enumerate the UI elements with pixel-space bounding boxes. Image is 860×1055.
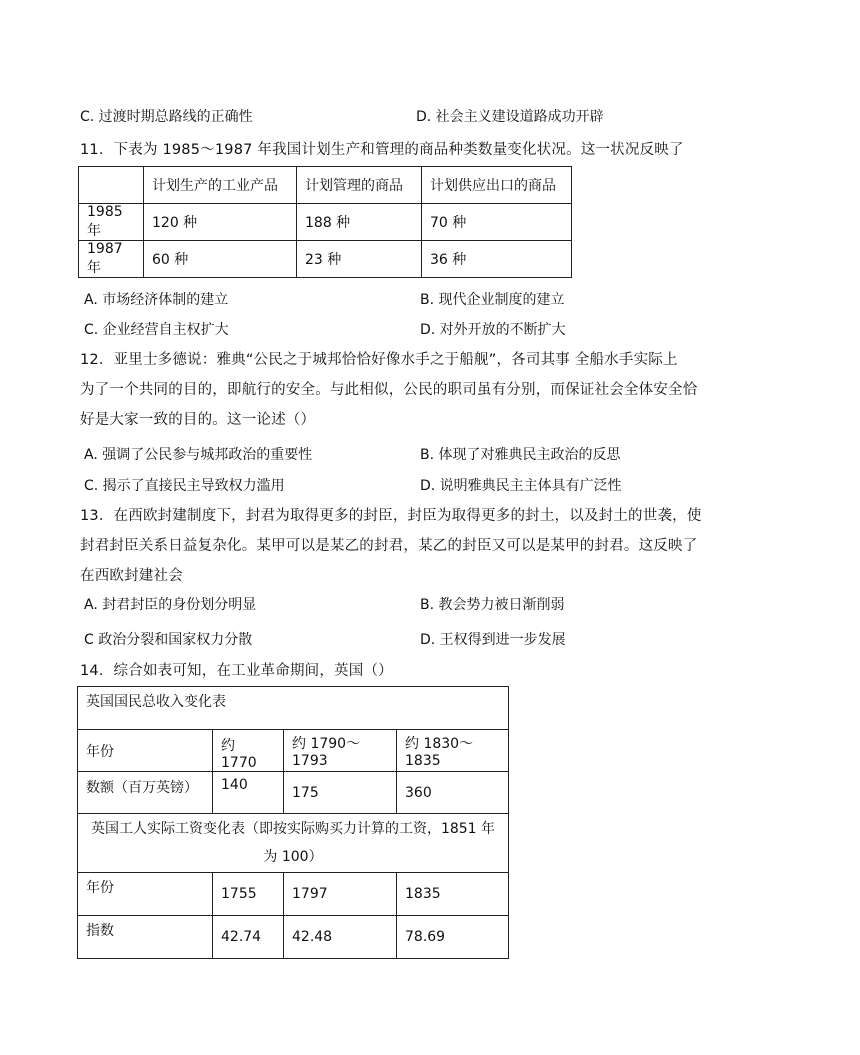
- q12-option-a: A. 强调了公民参与城邦政治的重要性: [84, 447, 313, 463]
- q13-line-1: 13．在西欧封建制度下，封君为取得更多的封臣，封臣为取得更多的封土，以及封土的世袭，使: [80, 508, 702, 524]
- table-row: [79, 167, 572, 204]
- table-cell: 约 1830～1835: [397, 730, 509, 772]
- table-cell: 42.48: [284, 916, 397, 959]
- table-row: [78, 687, 509, 730]
- table-cell: 175: [284, 772, 397, 814]
- q11-option-d: D. 对外开放的不断扩大: [420, 322, 566, 338]
- table-row: [78, 916, 509, 959]
- q13-option-a: A. 封君封臣的身份划分明显: [84, 597, 257, 613]
- q11-option-c: C. 企业经营自主权扩大: [84, 322, 229, 338]
- q11-option-b: B. 现代企业制度的建立: [420, 292, 565, 308]
- table-cell: 360: [397, 772, 509, 814]
- table-cell: 1755: [213, 873, 284, 916]
- q10-option-c: C. 过渡时期总路线的正确性: [80, 109, 253, 125]
- table-cell: 70 种: [422, 204, 572, 241]
- table2-title-line-2: 为 100）: [263, 849, 323, 865]
- table-cell: 42.74: [213, 916, 284, 959]
- table-cell: 约 1790～1793: [284, 730, 397, 772]
- table-row: [79, 204, 572, 241]
- q14-table: [77, 686, 509, 959]
- q13-option-d: D. 王权得到进一步发展: [420, 632, 566, 648]
- table-cell: 1835: [397, 873, 509, 916]
- q12-option-d: D. 说明雅典民主主体具有广泛性: [420, 478, 622, 494]
- table-cell: 140: [213, 772, 284, 814]
- table-cell: 指数: [78, 916, 213, 959]
- table-cell: 60 种: [144, 241, 297, 278]
- q10-option-d: D. 社会主义建设道路成功开辟: [416, 109, 604, 125]
- table-row: [78, 772, 509, 814]
- table-cell: 约 1770: [213, 730, 284, 772]
- table-cell: 数额（百万英镑）: [78, 772, 213, 814]
- table-row: [78, 873, 509, 916]
- table2-title-line-1: 英国工人实际工资变化表（即按实际购买力计算的工资，1851 年: [90, 821, 496, 837]
- q12-line-2: 为了一个共同的目的，即航行的安全。与此相似，公民的职司虽有分别，而保证社会全体安全恰: [80, 382, 698, 398]
- table-cell: 年份: [78, 873, 213, 916]
- table-cell: 1797: [284, 873, 397, 916]
- q12-line-3: 好是大家一致的目的。这一论述（）: [80, 412, 316, 428]
- q12-option-b: B. 体现了对雅典民主政治的反思: [420, 447, 621, 463]
- q14-stem: 14．综合如表可知，在工业革命期间，英国（）: [80, 663, 393, 679]
- table2-title: [78, 814, 509, 873]
- table-cell: 计划管理的商品: [297, 167, 422, 204]
- table-cell: 120 种: [144, 204, 297, 241]
- q13-option-b: B. 教会势力被日渐削弱: [420, 597, 565, 613]
- table-cell: 23 种: [297, 241, 422, 278]
- table-cell: 计划生产的工业产品: [144, 167, 297, 204]
- table-cell: 1985 年: [79, 204, 144, 241]
- table-row: [78, 730, 509, 772]
- table-cell: [79, 167, 144, 204]
- table-cell: 78.69: [397, 916, 509, 959]
- q13-line-2: 封君封臣关系日益复杂化。某甲可以是某乙的封君，某乙的封臣又可以是某甲的封君。这反映了: [80, 538, 698, 554]
- q12-option-c: C. 揭示了直接民主导致权力滥用: [84, 478, 285, 494]
- q11-table: [78, 166, 572, 278]
- q11-stem: 11．下表为 1985～1987 年我国计划生产和管理的商品种类数量变化状况。这一状况反映了: [80, 142, 684, 158]
- table1-title: 英国国民总收入变化表: [78, 687, 509, 730]
- q12-line-1: 12．亚里士多德说：雅典“公民之于城邦恰恰好像水手之于船舰”，各司其事 全船水手实际上: [80, 352, 678, 368]
- q11-option-a: A. 市场经济体制的建立: [84, 292, 229, 308]
- q13-option-c: C 政治分裂和国家权力分散: [84, 632, 253, 648]
- table-cell: 年份: [78, 730, 213, 772]
- table-cell: 1987 年: [79, 241, 144, 278]
- table-cell: 36 种: [422, 241, 572, 278]
- table-cell: 计划供应出口的商品: [422, 167, 572, 204]
- table-cell: 188 种: [297, 204, 422, 241]
- table-row: [79, 241, 572, 278]
- q13-line-3: 在西欧封建社会: [80, 568, 183, 584]
- table-row: [78, 814, 509, 873]
